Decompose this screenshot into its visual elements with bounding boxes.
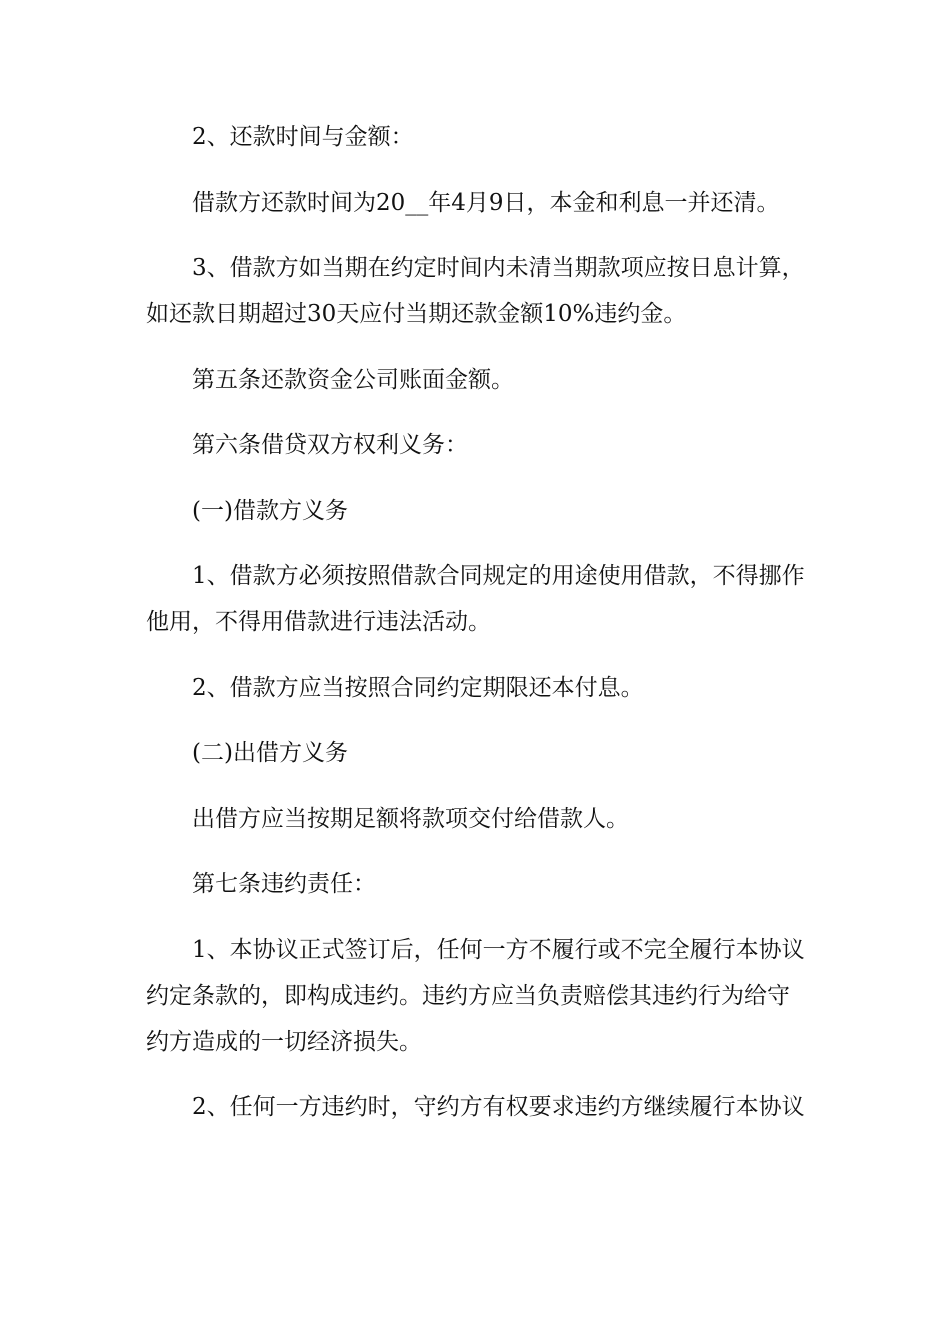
document-body (146, 114, 808, 1150)
article-five-paragraph: 第五条还款资金公司账面金额。 (192, 366, 514, 393)
borrower-obligation-2: 2、借款方应当按照合同约定期限还本付息。 (192, 674, 644, 701)
lender-obligation-paragraph: 出借方应当按期足额将款项交付给借款人。 (192, 805, 629, 832)
borrower-obligation-1: 1、借款方必须按照借款合同规定的用途使用借款，不得挪作他用，不得用借款进行违法活动。 (146, 563, 805, 635)
lender-obligations-heading: (二)出借方义务 (192, 740, 348, 766)
breach-clause-2: 2、任何一方违约时，守约方有权要求违约方继续履行本协议 (192, 1094, 805, 1120)
article-six-heading: 第六条借贷双方权利义务： (192, 432, 468, 458)
borrower-obligations-heading: (一)借款方义务 (192, 497, 348, 524)
breach-clause-1: 1、本协议正式签订后，任何一方不履行或不完全履行本协议约定条款的，即构成违约。违约方应当负责赔偿其违约行为给守约方造成的一切经济损失。 (146, 936, 805, 1055)
repayment-date-paragraph: 借款方还款时间为20__年4月9日，本金和利息一并还清。 (192, 189, 780, 216)
late-payment-paragraph: 3、借款方如当期在约定时间内未清当期款项应按日息计算，如还款日期超过30天应付当期还款金额10%违约金。 (146, 255, 805, 327)
clause-repayment-heading: 2、还款时间与金额： (192, 124, 414, 150)
article-seven-heading: 第七条违约责任： (192, 871, 376, 897)
